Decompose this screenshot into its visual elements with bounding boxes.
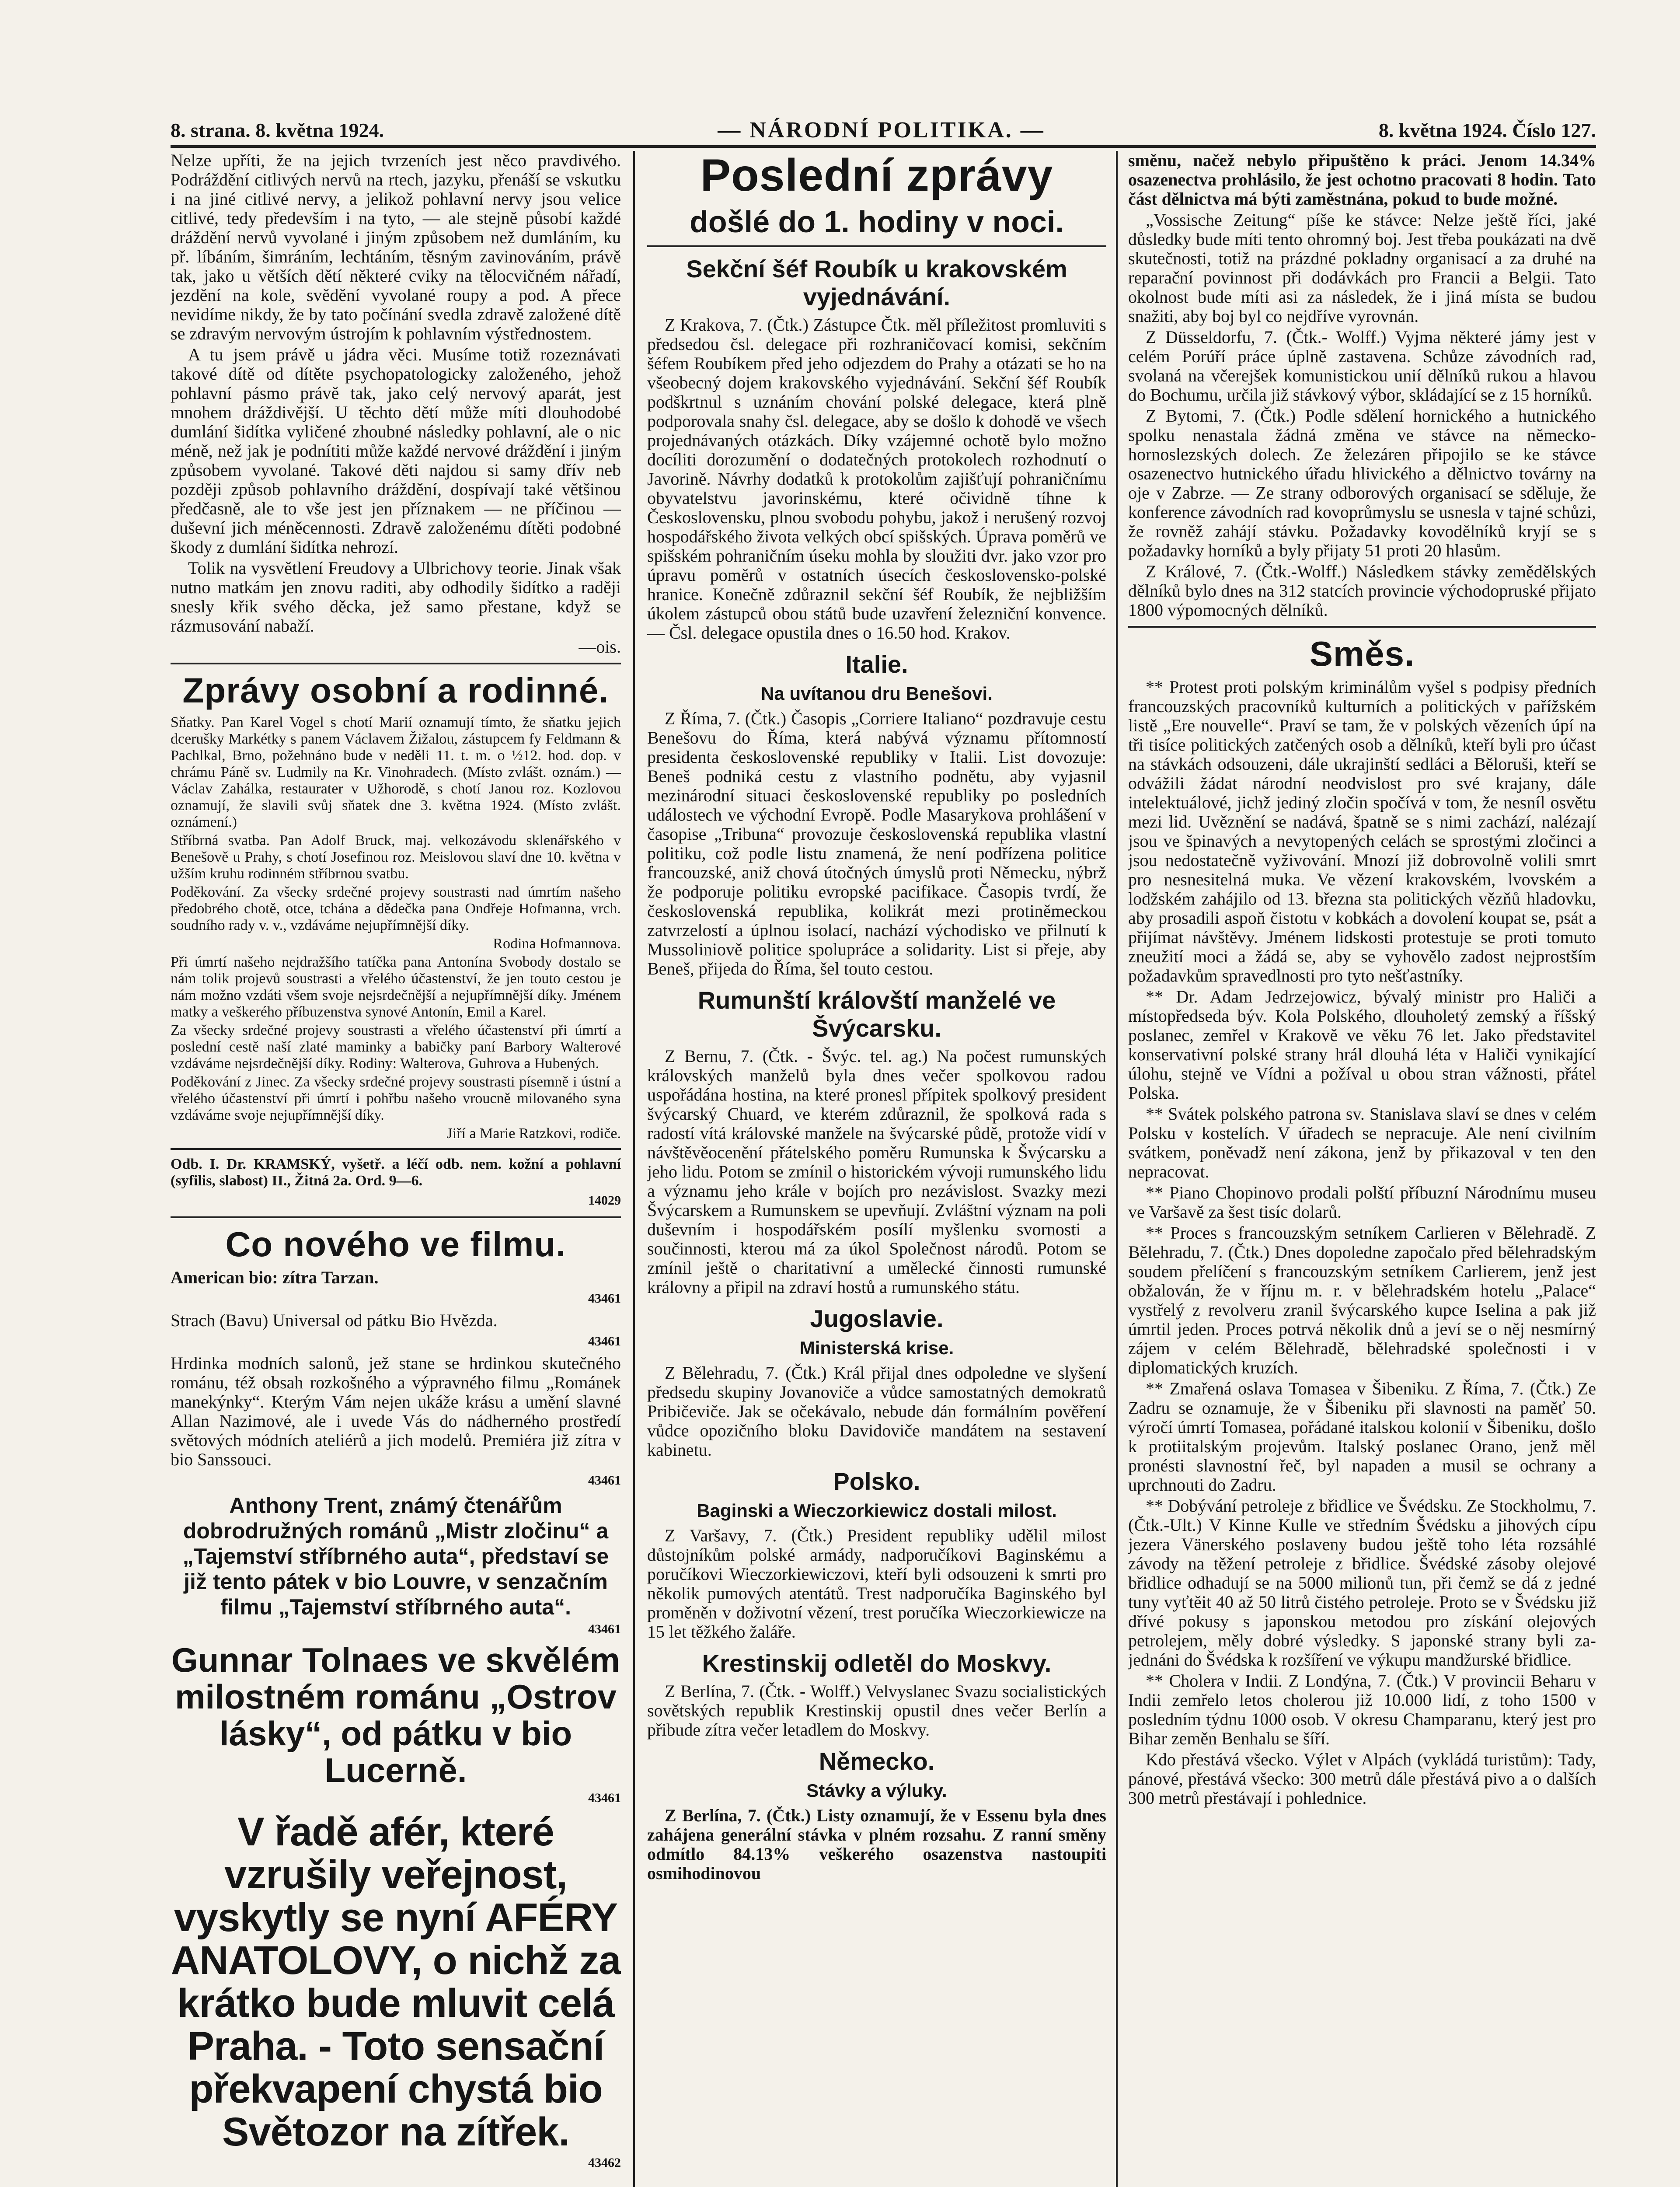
divider — [171, 1216, 621, 1218]
ad-number: 43461 — [588, 1291, 621, 1306]
film-ad-trent: Anthony Trent, známý čtenářům dobrodružných románů „Mistr zločinu“ a „Tajemství stříbrného auta“, představí se již tento pátek v bio Louvre, v senzačním filmu „Tajemství stříbrného auta“. — [182, 1493, 609, 1619]
article-paragraph: „Vossische Zeitung“ píše ke stávce: Nelze ještě říci, jaké důsledky bude míti tento ohromný boj. Jest třeba poukázati na dvě skutečnosti, totiž na prázdné pokladny organisací a za druhé na reparační povinnost při dodávkách pro Francii a Belgii. Tato okolnost bude míti asi za následek, že i jiná místa se budou snažiti, aby boj byl co nejdříve vyrovnán. — [1128, 210, 1596, 326]
divider — [1128, 626, 1596, 628]
header-rule — [171, 145, 1596, 148]
notice: Poděkování. Za všecky srdečné projevy soustrasti nad úmrtím našeho předobrého chotě, otce, tchána a dědečka pana Ondřeje Hofmanna, vrch. soudního rady v. v., vzdáváme nejupřímnější díky. — [171, 884, 621, 933]
article-paragraph: Z Krakova, 7. (Čtk.) Zástupce Čtk. měl příležitost promluviti s předsedou čsl. delegace při rozhraničovací komisi, sekčním šéfem Roubíkem před jeho odjezdem do Prahy a otázati se ho na všeobecný dojem krakovského vyjednávání. Sekční šéf Roubík podškrtnul s uznáním chování polské delegace, která plně podporovala snahy čsl. delegace, aby se došlo k dohodě ve všech projednávaných otázkách. Díky vzájemné ochotě bylo možno docíliti dorozumění o dodatečných protokolech rozhodnutí o Javorině. Návrhy dodatků k protokolům zajišťují pohraničnímu obyvatelstvu javorinskému, které očividně tíhne k Československu, plnou svobodu pohybu, jakož i nerušený rozvoj hospodářského života velkých obcí spišských. Úprava poměrů ve spišském pohraničním úseku mohla by sloužiti dvr. jako vzor pro úpravu poměrů v ostatních úsecích československo-polské hranice. Konečně zdůraznil sekční šéf Roubík, že nejbližším úkolem zástupců obou států bude uzavření železniční konvence. — Čsl. delegace opustila dnes o 16.50 hod. Krakov. — [647, 315, 1106, 643]
ad-number: 14029 — [588, 1193, 621, 1208]
article-headline: Jugoslavie. — [810, 1305, 944, 1332]
notice: Poděkování z Jinec. Za všecky srdečné projevy soustrasti písemně i ústní a vřelého účastenství při úmrtí i pohřbu našeho vroucně milovaného syna vzdáváme svoje nejupřímnější díky. — [171, 1074, 621, 1123]
section-heading-personal: Zprávy osobní a rodinné. — [182, 671, 609, 710]
ad-number: 43461 — [588, 1334, 621, 1349]
misc-item: ** Svátek polského patrona sv. Stanislava slaví se dnes v celém Polsku v kostelích. V úřadech se nepracuje. Ale není civilním svátkem, poněvadž není zákona, jenž by přikazoval v ten den nepracovat. — [1128, 1104, 1596, 1181]
article-subheadline: Baginski a Wieczorkiewicz dostali milost. — [697, 1500, 1057, 1521]
film-notice: Strach (Bavu) Universal od pátku Bio Hvězda. — [171, 1310, 498, 1330]
misc-item: ** Dobývání petroleje z břidlice ve Švédsku. Ze Stockholmu, 7. (Čtk.-Ult.) V Kinne Kulle ve středním Švédsku a jihových cípu jezera Vänerského poslaveny budou ještě toho léta rozsáhlé závody na těžení petroleje z břidlice. Švédské zásoby olejové břidlice odhadují se na 5000 milionů tun, při čemž se dá z jedné tuny vyťtěit 40 až 50 litrů čistého petroleje. Proto se v Švédsku již dřívé pokusy s japonskou metodou pro získání olejových petrolejem, měly dobré výsledky. S japonské strany byli za-jednáni do Švédska k rozšíření ve výkupu mandžurské břidlice. — [1128, 1496, 1596, 1670]
notice-signature: Jiří a Marie Ratzkovi, rodiče. — [446, 1125, 621, 1142]
notice-signature: Rodina Hofmannova. — [493, 936, 621, 952]
article-headline: Krestinskij odletěl do Moskvy. — [702, 1649, 1052, 1677]
latest-news-subtitle: došlé do 1. hodiny v noci. — [690, 205, 1064, 239]
divider — [171, 663, 621, 664]
article-paragraph: Tolik na vysvětlení Freudovy a Ulbrichovy teorie. Jinak však nutno matkám jen znovu raditi, aby odhodily šidítko a raději snesly křik svého děcka, jež samo přestane, když se rázmusování nabaží. — [171, 558, 621, 636]
article-paragraph: Z Bytomi, 7. (Čtk.) Podle sdělení hornického a hutnického spolku nenastala žádná změna ve stávce na německo-hornoslezských dolech. Ze železáren připojilo se ke stávce osazenectvo hutnického úřadu hlivického a dělnictvo továrny na oje v Zabrze. — Ze strany odborových organisací se sděluje, že konference závodních rad kovoprůmyslu se usnesla v tajné schůzi, že rovněž zahájí stávku. Požadavky kovodělníků kryjí se s požadavky horníků a byly přijaty 51 proti 20 hlasům. — [1128, 406, 1596, 560]
header-left: 8. strana. 8. května 1924. — [171, 119, 384, 141]
misc-item: ** Cholera v Indii. Z Londýna, 7. (Čtk.) V provincii Beharu v Indii zemřelo letos cholerou již 10.000 lidí, z toho 1500 v posledním týdnu 1000 osob. V okresu Champaranu, který jest pro Bihar zeměn Benhalu se šíří. — [1128, 1671, 1596, 1748]
article-headline: Italie. — [845, 650, 908, 678]
article-paragraph: A tu jsem právě u jádra věci. Musíme totiž rozeznávati takové dítě od dítěte psychopatologicky založeného, jehož pohlavní pásmo právě tak, jako celý nervový aparát, jest mnohem dráždivější. U těchto dětí může míti dlouhodobé dumlání šidítka vyličené zhoubné následky pohlavní, ale o nic méně, než jak je podnítiti může každé nervové dráždění i jiným způsobem vyvolané. Takové děti najdou si samy dřív neb později způsob pohlavního dráždění, dospívají také většinou předčasně, ale to vše jest jen příznakem — ne příčinou — duševní jich méněcennosti. Zdravě založenému dítěti podobné škody z dumlání šidítka nehrozí. — [171, 345, 621, 557]
misc-item: ** Protest proti polským kriminálům vyšel s podpisy předních francouzských pracovníků kulturních a politických v pařížském listě „Ere nouvelle“. Praví se tam, že v polských vězeních úpí na tři tisíce politických zatčených osob a dělníků, kteří byli pro účast na stávkách odsouzeni, dále ukrajinští sedláci a Běloruši, kteří se odvážili žádat národní neodvislost pro své krajany, dále intelektuálové, jichž jediný zločin spočívá v tom, že nesníl osvětu mezi lid. Uvěznění se nadává, špatně se s nimi zachází, nalézají jsou ve špinavých a nevytopených celách se sprostými zločinci a jsou nedostatečně vyživování. Mnozí již dobrovolně volili smrt pro nesnesitelná muka. Ve vězení krakovském, lvovském a lodžském zahájilo od 13. března sta politických vězňů hladovku, aby prosadili aspoň čistotu v kobkách a dovolení koupat se, psát a přijímat návštěvy. Jménem lidskosti protestuje se proti tomuto zneužití moci a žádá se, aby se vyhovělo zadost nejprostším požadavkům spravedlnosti pro tyto nešťastníky. — [1128, 677, 1596, 985]
ad-number: 43461 — [588, 1473, 621, 1488]
article-paragraph: Z Králové, 7. (Čtk.-Wolff.) Následkem stávky zemědělských dělníků bylo dnes na 312 statcích provincie východopruské přijato 1800 výpomocných dělníků. — [1128, 562, 1596, 620]
film-notice: Hrdinka modních salonů, jež stane se hrdinkou skutečného románu, též obsah rozkošného a výpravného filmu „Románek manekýnky“. Kterým Vám nejen ukáže krásu a umění slavné Allan Nazimové, ale i uvede Vás do nádherného prostředí světových módních ateliérů a jich modelů. Premiéra již zítra v bio Sanssouci. — [171, 1353, 621, 1469]
misc-item: ** Piano Chopinovo prodali polští příbuzní Národnímu museu ve Varšavě za šest tisíc dolarů. — [1128, 1183, 1596, 1222]
notice: Sňatky. Pan Karel Vogel s chotí Marií oznamují tímto, že sňatku jejich dcerušky Markétky s panem Václavem Žižalou, zástupcem fy Feldmann & Pachlkal, Brno, požehnáno bude v neděli 11. t. m. o ½12. hod. dop. v chrámu Páně sv. Ludmily na Kr. Vinohradech. (Místo zvlášt. oznám.) — Václav Zahálka, restaurater v Užhorodě, s chotí Janou roz. Kozlovou oznamují, že slavili svůj sňatek dne 3. května 1924. (Místo zvlášt. oznámení.) — [171, 714, 621, 830]
column-divider-2 — [1116, 151, 1118, 2187]
article-headline: Německo. — [819, 1747, 935, 1775]
section-heading-film: Co nového ve filmu. — [225, 1225, 566, 1264]
misc-item: ** Proces s francouzským setníkem Carlieren v Bělehradě. Z Bělehradu, 7. (Čtk.) Dnes dopoledne započalo před bělehradským soudem přelíčení s francouzským setníkem Carlierem, jenž jest obžalován, že v říjnu m. r. v bělehradském hotelu „Palace“ vystřelý z revolveru zranil švýcarského kupce Iselina a pak již úmrtil jeden. Proces potrvá několik dnů a jeví se o něj nesmírný zájem v celém Bělehradě, bělehradské společnosti i v diplomatických kruzích. — [1128, 1223, 1596, 1377]
notice: Za všecky srdečné projevy soustrasti a vřelého účastenství při úmrtí a poslední cestě naší zlaté maminky a babičky paní Barbory Walterové vzdáváme nejsrdečnější díky. Rodiny: Walterova, Guhrova a Hubených. — [171, 1022, 621, 1072]
article-paragraph: Z Bělehradu, 7. (Čtk.) Král přijal dnes odpoledne ve slyšení předsedu skupiny Jovanoviče a vůdce samostatných demokratů Pribičeviče. Jak se očekávalo, nebude dán formálním pověření vůdce opozičního bloku Davidoviče mandátem na sestavení kabinetu. — [647, 1363, 1106, 1460]
article-paragraph: Z Říma, 7. (Čtk.) Časopis „Corriere Italiano“ pozdravuje cestu Benešovu do Říma, která nabývá významu přítomností presidenta československé republiky v Italii. List dovozuje: Beneš podniká cestu z vlastního podnětu, aby vyjasnil mezinárodní situaci československé republiky po posledních událostech ve východní Evropě. Podle Masarykova prohlášení v časopise „Tribuna“ provozuje československá republika vlastní politiku, což podle listu znamená, že není podřízena politice francouzské, aniž chová útočných úmyslů proti Německu, nýbrž že podporuje politiku evropské pacifikace. Časopis tvrdí, že československá republika, kolikrát mezi protiněmeckou zatvrzelostí a úplnou isolací, nachází východisko ve přilnutí k Mussoliniově politice spolupráce a solidarity. List si přeje, aby Beneš, přijeda do Říma, šel touto cestou. — [647, 709, 1106, 978]
film-notice: American bio: zítra Tarzan. — [171, 1268, 379, 1287]
article-headline: Rumunští královští manželé ve Švýcarsku. — [697, 986, 1056, 1042]
film-ad-tolnaes: Gunnar Tolnaes ve skvělém milostném románu „Ostrov lásky“, od pátku v bio Lucerně. — [171, 1641, 620, 1789]
misc-item: Kdo přestává všecko. Výlet v Alpách (vykládá turistům): Tady, pánové, přestává všecko: 300 metrů dále přestává pivo a o dalších 300 metrů přestávají i pohlednice. — [1128, 1750, 1596, 1808]
latest-news-title: Poslední zprávy — [700, 151, 1053, 201]
article-paragraph: Z Berlína, 7. (Čtk. - Wolff.) Velvyslanec Svazu socialistických sovětských republik Krestinskij opustil dnes večer Berlín a přibude zítra večer letadlem do Moskvy. — [647, 1681, 1106, 1740]
notice: Při úmrtí našeho nejdražšího tatíčka pana Antonína Svobody dostalo se nám tolik projevů soustrasti a vřelého účastenství, že jen touto cestou je nám možno vzdáti všem svoje nejsrdečnější a nejupřímnější díky. Jménem matky a veškerého příbuzenstva synové Antonín, Emil a Karel. — [171, 954, 621, 1020]
ad-number: 43462 — [588, 2156, 621, 2170]
masthead-title: — NÁRODNÍ POLITIKA. — — [718, 117, 1045, 143]
article-signature: —ois. — [579, 637, 621, 657]
ad-number: 43461 — [588, 1791, 621, 1805]
article-subheadline: Ministerská krise. — [799, 1338, 954, 1358]
column-2 — [647, 151, 1106, 2187]
personal-notices — [171, 714, 621, 1142]
film-ad-anatol: V řadě afér, které vzrušily veřejnost, vyskytly se nyní AFÉRY ANATOLOVY, o nichž za krátko bude mluvit celá Praha. - Toto sensační překvapení chystá bio Světozor na zítřek. — [171, 1810, 621, 2154]
article-paragraph: Nelze upříti, že na jejich tvrzeních jest něco pravdivého. Podráždění citlivých nervů na rtech, jazyku, přenáší se vskutku i na jiné citlivé nervy, a jelikož pohlavní nervy jsou velice citlivé, tedy především i na tyto, — ale stejně působí každé dráždění nervů vyvolané i jiným způsobem než dumláním, ku př. líbáním, šimráním, lechtáním, těsným zavinováním, právě tak, jako u větších dětí některé cviky na tělocvičném nářadí, jezdění na kole, svědění vyvolané roupy a pod. A přece nevidíme nikdy, že by tato počínání svedla zdravě založené dítě se zdravým nervovým ústrojím k pohlavním výstřednostem. — [171, 151, 621, 343]
article-paragraph: Z Düsseldorfu, 7. (Čtk.- Wolff.) Vyjma některé jámy jest v celém Porúří práce úplně zastavena. Schůze závodních rad, svolaná na včerejšek komunistickou unií dělníků rukou a hlavou do Bochumu, určila již stávkový výbor, skládající se z 15 horníků. — [1128, 327, 1596, 405]
column-divider-1 — [633, 151, 635, 2187]
article-subheadline: Stávky a výluky. — [806, 1780, 947, 1801]
article-subheadline: Na uvítanou dru Benešovi. — [761, 683, 993, 704]
article-headline: Sekční šéf Roubík u krakovském vyjednávání. — [686, 255, 1067, 311]
divider — [647, 245, 1106, 247]
misc-item: ** Dr. Adam Jedrzejowicz, bývalý ministr pro Haliči a místopředseda býv. Kola Polského, dlouholetý zemský a říšský poslanec, zemřel v Krakově ve věku 76 let. Jako představitel konservativní polské strany hrál dlouhá léta v Haliči vynikající úlohu, stejně ve Vídni a požíval u obou stran vážnosti, přátel Polska. — [1128, 987, 1596, 1103]
advertisement-kramsky: Odb. I. Dr. KRAMSKÝ, vyšetř. a léčí odb. nem. kožní a pohlavní (syfilis, slabost) II., Žitná 2a. Ord. 9—6. — [171, 1156, 621, 1189]
column-1 — [171, 151, 621, 2187]
header-right: 8. května 1924. Číslo 127. — [1378, 119, 1596, 141]
article-headline: Polsko. — [833, 1467, 920, 1495]
article-paragraph: Z Varšavy, 7. (Čtk.) President republiky udělil milost důstojníkům polské armády, nadporučíkovi Baginskému a poručíkovi Wieczorkiewiczovi, kteří byli odsouzeni k smrti pro několik pumových atentátů. Trest nadporučíka Baginského byl proměněn v doživotní vězení, trest poručíka Wieczorkiewicze na 15 let těžkého žaláře. — [647, 1526, 1106, 1642]
article-paragraph: Z Berlína, 7. (Čtk.) Listy oznamují, že v Essenu byla dnes zahájena generální stávka v plném rozsahu. Z ranní směny odmítlo 84.13% veškerého osazenstva nastoupiti osmihodinovou — [647, 1806, 1106, 1883]
misc-item: ** Zmařená oslava Tomasea v Šibeniku. Z Říma, 7. (Čtk.) Ze Zadru se oznamuje, že v Šibeniku při slavnosti na paměť 50. výročí úmrtí Tomasea, pořádané italskou kolonií v Šibeniku, došlo k protiitalským projevům. Italský poslanec Orano, jenž měl pronésti slavnostní řeč, byl napaden a musil se ochrany a uprchnouti do Zadru. — [1128, 1379, 1596, 1495]
ad-number: 43461 — [588, 1622, 621, 1636]
article-paragraph: Z Bernu, 7. (Čtk. - Švýc. tel. ag.) Na počest rumunských královských manželů byla dnes večer spolkovou radou uspořádána hostina, na které pronesl přípitek spolkový president švýcarský Chuard, ve kterém zdůraznil, že spolková rada s radostí vítá královské manžele na švýcarské půdě, protože vidí v návštěvěocenění přátelského poměru Rumunska k Švýcarsku a jeho lidu. Potom se zmínil o historickém vývoji rumunského lidu a významu jeho krále v bojích pro nezávislost. Svazky mezi Švýcarskem a Rumunskem se upevňují. Zvláštní význam na poli duševním i hospodářském posílí myšlenku svornosti a součinnosti, kterou má za úkol Společnost národů. Potom se zmínil ještě o charitativní a umělecké činnosti rumunské královny a připil na zdraví hostů a rumunského státu. — [647, 1046, 1106, 1297]
article-paragraph: směnu, načež nebylo připuštěno k práci. Jenom 14.34% osazenectva prohlásilo, že jest ochotno pracovati 8 hodin. Tato část dělnictva má býti zaměstnána, pokud to bude možné. — [1128, 151, 1596, 209]
divider — [171, 1148, 621, 1150]
section-heading-smes: Směs. — [1309, 634, 1415, 673]
notice: Stříbrná svatba. Pan Adolf Bruck, maj. velkozávodu sklenářského v Benešově u Prahy, s chotí Josefinou roz. Meislovou slaví dne 10. května v užším kruhu rodinném stříbrnou svatbu. — [171, 832, 621, 882]
page-header — [171, 115, 1596, 145]
column-3 — [1128, 151, 1596, 2187]
